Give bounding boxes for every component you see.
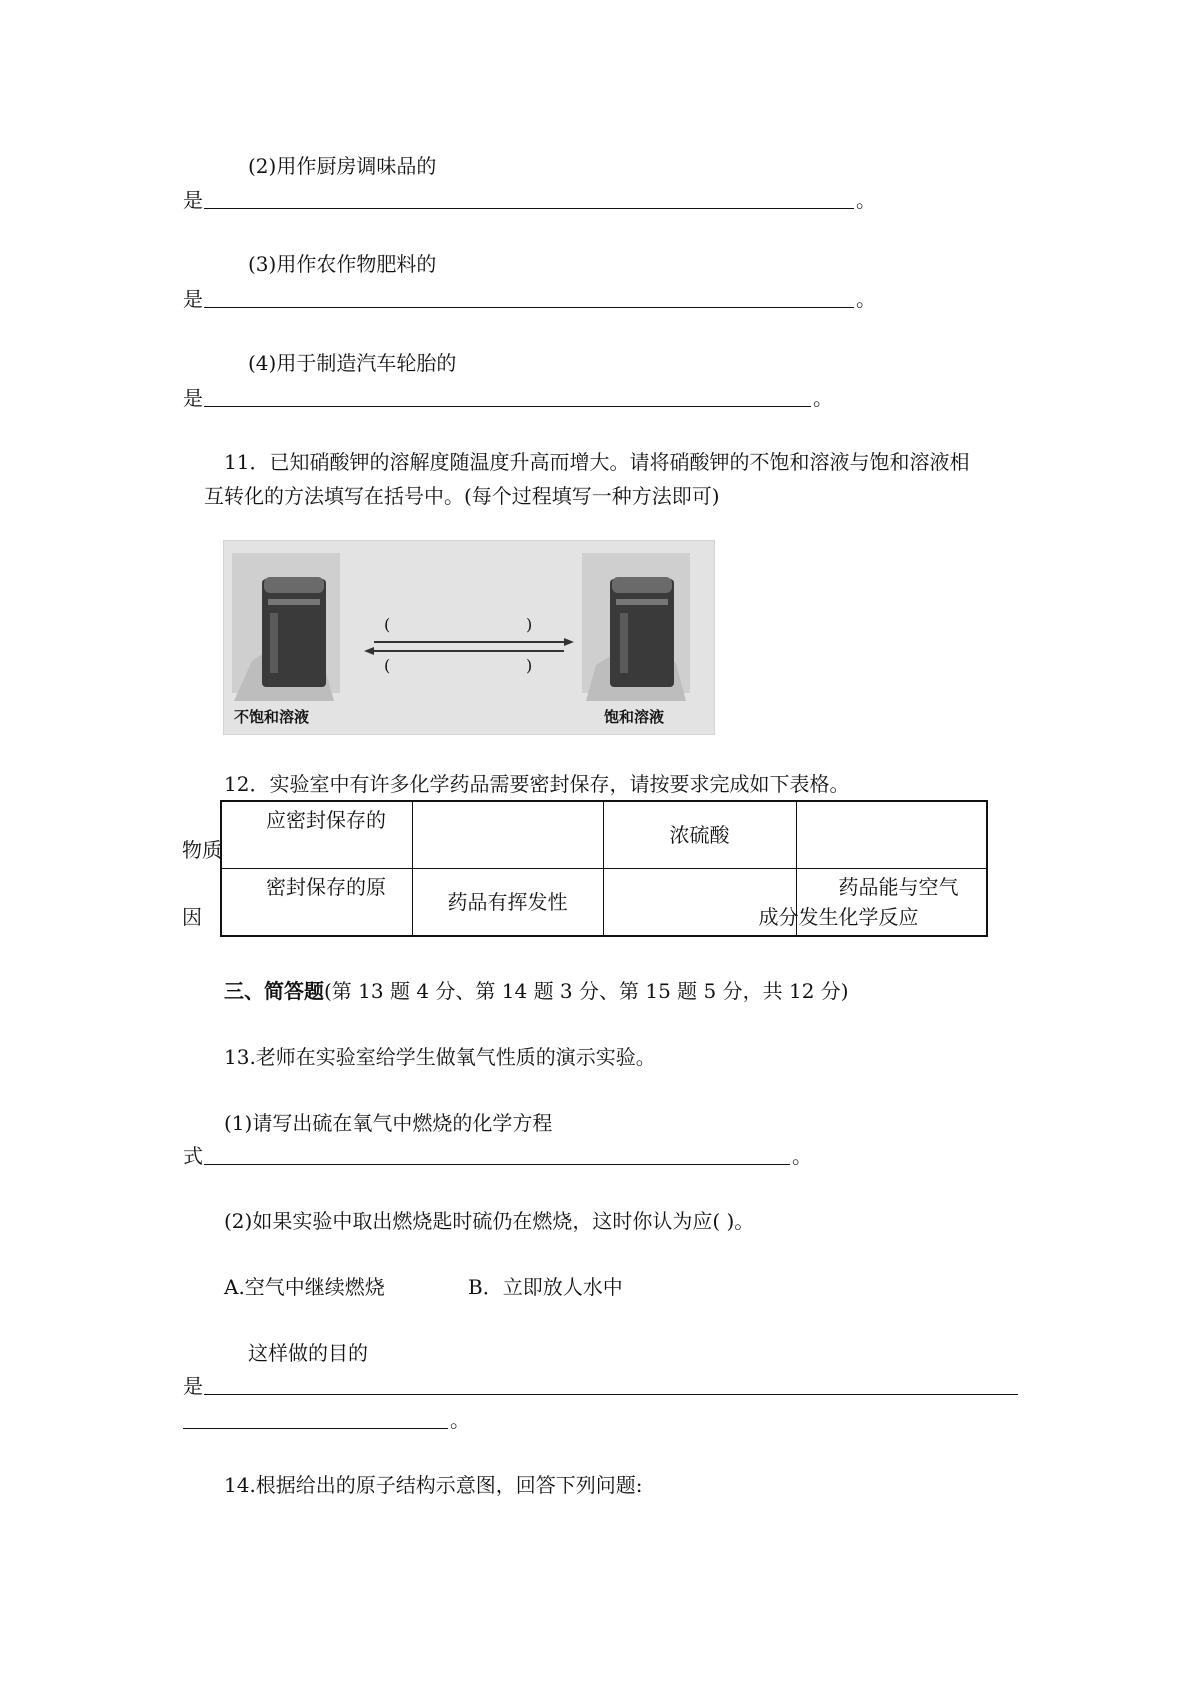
table-row xyxy=(221,869,987,937)
unsaturated-solution-label: 不饱和溶液 xyxy=(234,708,310,726)
table-cell-reason-3 xyxy=(758,869,987,937)
q10-item3-text: (3)用作农作物肥料的 xyxy=(248,252,437,276)
solution-conversion-figure xyxy=(223,540,715,735)
q10-item4-text: (4)用于制造汽车轮胎的 xyxy=(248,351,457,375)
table-head-substance xyxy=(182,801,412,869)
bottom-bracket-close: ) xyxy=(526,656,533,675)
q13-intro: 13.老师在实验室给学生做氧气性质的演示实验。 xyxy=(224,1045,656,1069)
table-cell-reason-1: 药品有挥发性 xyxy=(412,869,603,937)
reason-3-line2: 成分发生化学反应 xyxy=(758,905,919,929)
q10-item2-answer-blank[interactable] xyxy=(204,208,854,209)
table-cell-substance-2: 浓硫酸 xyxy=(603,801,796,869)
q14-intro: 14.根据给出的原子结构示意图，回答下列问题: xyxy=(224,1473,643,1497)
q13-item1-prefix: 式 xyxy=(183,1144,203,1168)
q10-item4-answer-blank[interactable] xyxy=(204,406,811,407)
q13-purpose-suffix: 。 xyxy=(450,1408,470,1432)
table-row xyxy=(221,801,987,869)
section3-heading xyxy=(224,979,849,1003)
q13-purpose-text: 这样做的目的 xyxy=(248,1341,368,1365)
q10-item3-answer-blank[interactable] xyxy=(204,307,854,308)
q11-text-line2: 互转化的方法填写在括号中。(每个过程填写一种方法即可) xyxy=(204,484,720,508)
q13-item2-text: (2)如果实验中取出燃烧匙时硫仍在燃烧，这时你认为应( )。 xyxy=(224,1209,755,1233)
top-bracket-open: ( xyxy=(384,615,391,634)
q13-item1-suffix: 。 xyxy=(792,1144,812,1168)
q10-item4-prefix: 是 xyxy=(183,386,203,410)
saturated-beaker-icon xyxy=(582,553,690,701)
q10-item2-prefix: 是 xyxy=(183,188,203,212)
sealed-storage-table xyxy=(182,800,988,937)
q13-purpose-blank-line2[interactable] xyxy=(183,1428,448,1429)
q13-item1-text: (1)请写出硫在氧气中燃烧的化学方程 xyxy=(224,1111,553,1135)
table-head-reason xyxy=(182,869,412,937)
section3-note: (第 13 题 4 分、第 14 题 3 分、第 15 题 5 分，共 12 分) xyxy=(324,979,849,1003)
q13-purpose-prefix: 是 xyxy=(183,1374,203,1398)
q10-item2-suffix: 。 xyxy=(856,188,876,212)
conversion-arrows-icon xyxy=(364,638,574,655)
q12-intro: 12．实验室中有许多化学药品需要密封保存，请按要求完成如下表格。 xyxy=(224,772,850,796)
reason-3-line1: 药品能与空气 xyxy=(838,875,959,899)
top-bracket-close: ) xyxy=(526,615,533,634)
q13-option-a[interactable]: A.空气中继续燃烧 xyxy=(224,1275,385,1299)
q11-text-line1: 11．已知硝酸钾的溶解度随温度升高而增大。请将硝酸钾的不饱和溶液与饱和溶液相 xyxy=(224,450,970,474)
q10-item4-suffix: 。 xyxy=(813,386,833,410)
table-cell-substance-3[interactable] xyxy=(796,801,987,869)
q10-item2-text: (2)用作厨房调味品的 xyxy=(248,154,437,178)
head-reason-line2: 因 xyxy=(182,905,202,929)
bottom-bracket-open: ( xyxy=(384,656,391,675)
q13-option-b[interactable]: B．立即放人水中 xyxy=(468,1275,623,1299)
head-reason-line1: 密封保存的原 xyxy=(266,875,386,899)
saturated-solution-label: 饱和溶液 xyxy=(604,708,665,726)
q10-item3-prefix: 是 xyxy=(183,287,203,311)
head-substance-line1: 应密封保存的 xyxy=(266,808,386,832)
q13-equation-blank[interactable] xyxy=(204,1164,790,1165)
q10-item3-suffix: 。 xyxy=(856,287,876,311)
table-cell-substance-1[interactable] xyxy=(412,801,603,869)
unsaturated-beaker-icon xyxy=(232,553,340,701)
section3-title: 三、简答题 xyxy=(224,979,324,1003)
q13-purpose-blank-line1[interactable] xyxy=(204,1394,1018,1395)
head-substance-line2: 物质 xyxy=(182,838,222,862)
